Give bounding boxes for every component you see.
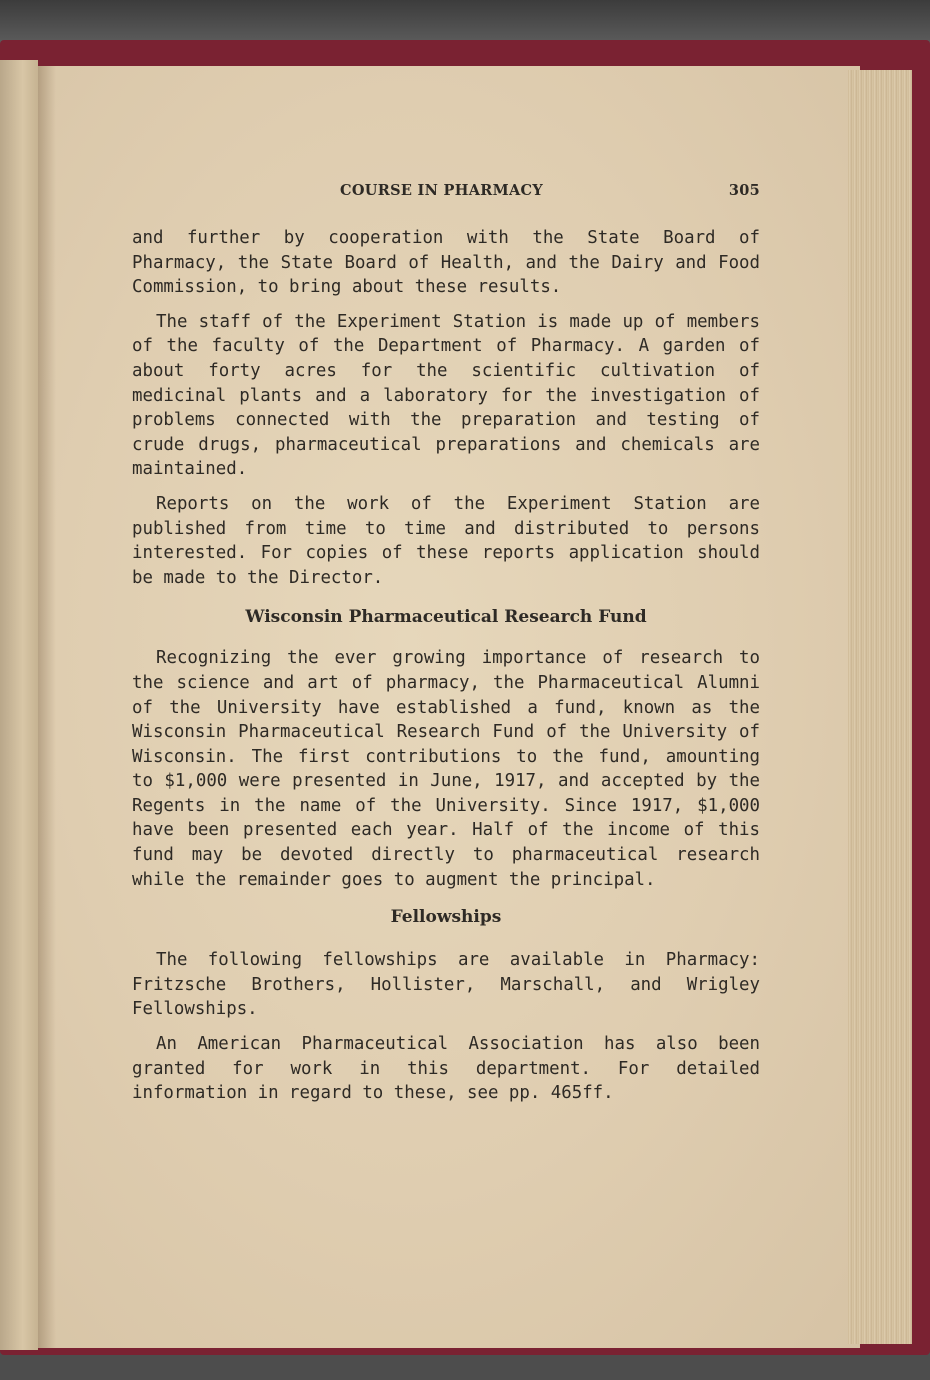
page-number: 305 — [728, 182, 760, 199]
paragraph-experiment-station-staff: The staff of the Experiment Station is made up of members of the faculty of the Department of Pharmacy. A garden of about forty acres for the scientific cultivation of medicinal plants and a laboratory for the investigation of problems connected with the preparation and testing of crude drugs, pharmaceutical preparations and chemicals are maintained. — [132, 311, 760, 480]
running-head-title: COURSE IN PHARMACY — [340, 182, 544, 199]
running-head — [132, 180, 760, 204]
paragraph-experiment-station-reports: Reports on the work of the Experiment Station are published from time to time and distributed to persons interested. For copies of these reports application should be made to the Director. — [132, 493, 760, 588]
page-edges — [848, 70, 912, 1344]
page-gutter-shadow — [38, 66, 56, 1348]
paragraph-fellowships-list: The following fellowships are available in Pharmacy: Fritzsche Brothers, Hollister, Marschall, and Wrigley Fellowships. — [132, 950, 760, 1020]
left-page-stack — [0, 60, 38, 1350]
paragraph-continuation: and further by cooperation with the State Board of Pharmacy, the State Board of Health, and the Dairy and Food Commission, to bring about these results. — [132, 228, 760, 298]
page-body — [132, 226, 760, 1106]
paragraph-research-fund: Recognizing the ever growing importance of research to the science and art of pharmacy, the Pharmaceutical Alumni of the University have established a fund, known as the Wisconsin Pharmaceutical Research Fund of the University of Wisconsin. The first contributions to the fund, amounting to $1,000 were presented in June, 1917, and accepted by the Regents in the name of the University. Since 1917, $1,000 have been presented each year. Half of the income of this fund may be devoted directly to pharmaceutical research while the remainder goes to augment the principal. — [132, 648, 760, 890]
section-heading-fellowships: Fellowships — [390, 907, 502, 928]
paragraph-apha-fellowship: An American Pharmaceutical Association has also been granted for work in this department. For detailed information in regard to these, see pp. 465ff. — [132, 1034, 760, 1104]
section-heading-research-fund: Wisconsin Pharmaceutical Research Fund — [245, 607, 647, 628]
